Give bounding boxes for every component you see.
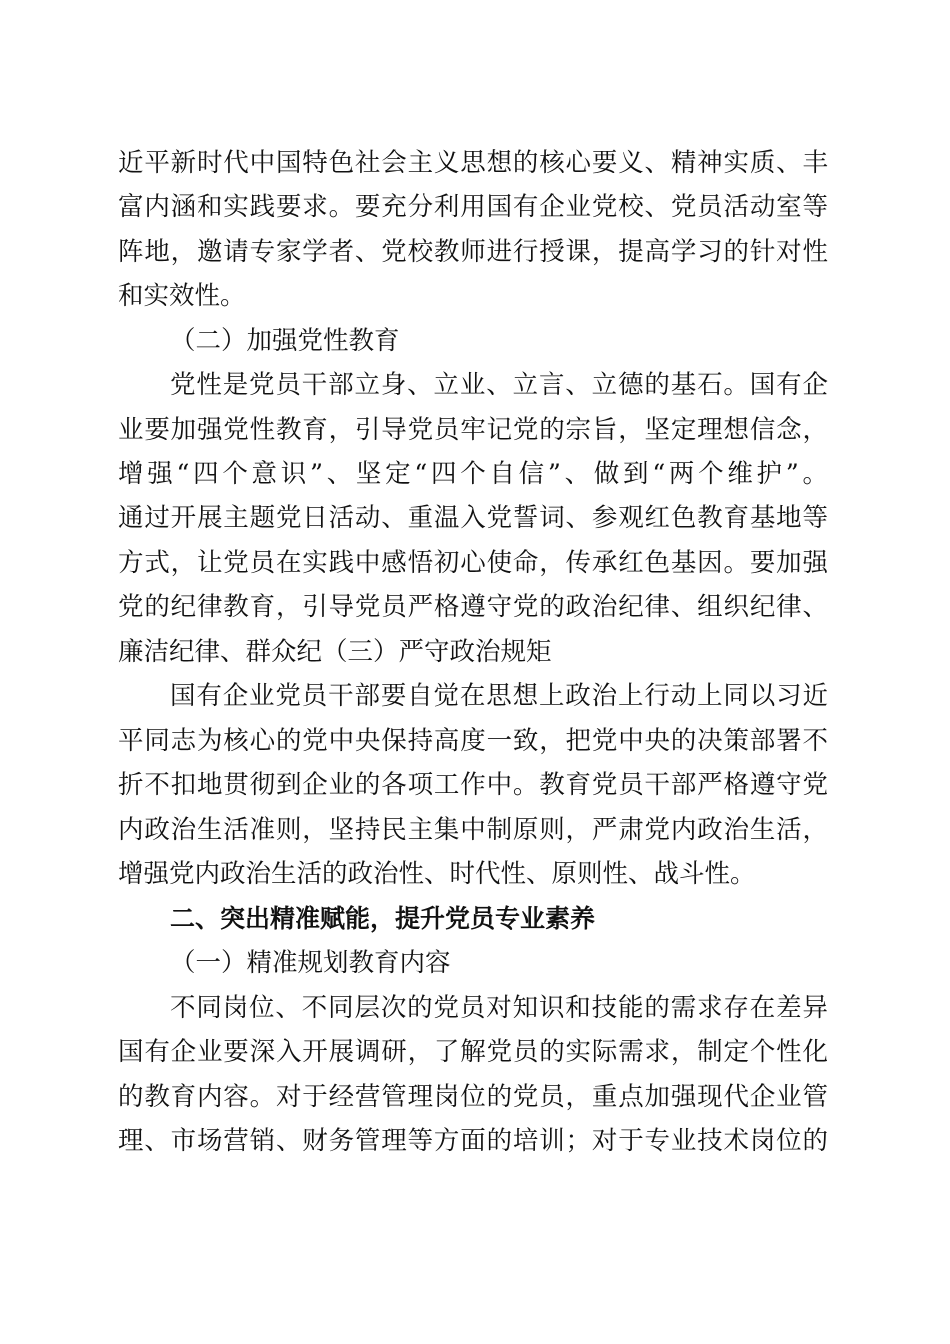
body-line-13: 平同志为核心的党中央保持高度一致，把党中央的决策部署不 (118, 726, 828, 756)
body-line-17: 不同岗位、不同层次的党员对知识和技能的需求存在差异 (170, 993, 828, 1023)
body-line-8: 通过开展主题党日活动、重温入党誓词、参观红色教育基地等 (118, 503, 828, 533)
section-heading-1-2: 二、突出精准赋能，提升党员专业素养 (170, 904, 596, 933)
body-line-14: 折不扣地贯彻到企业的各项工作中。教育党员干部严格遵守党 (118, 770, 828, 800)
body-line-6: 业要加强党性教育，引导党员牢记党的宗旨，坚定理想信念， (118, 415, 828, 445)
body-line-18: 国有企业要深入开展调研，了解党员的实际需求，制定个性化 (118, 1037, 828, 1067)
body-line-19: 的教育内容。对于经营管理岗位的党员，重点加强现代企业管 (118, 1082, 828, 1112)
body-line-12: 国有企业党员干部要自觉在思想上政治上行动上同以习近 (170, 681, 828, 711)
body-line-3: 阵地，邀请专家学者、党校教师进行授课，提高学习的针对性 (118, 237, 828, 267)
section-heading-2-2: （二）加强党性教育 (170, 326, 400, 356)
body-line-4: 和实效性。 (118, 281, 246, 311)
body-line-20: 理、市场营销、财务管理等方面的培训；对于专业技术岗位的 (118, 1126, 828, 1156)
body-line-9: 方式，让党员在实践中感悟初心使命，传承红色基因。要加强 (118, 548, 828, 578)
body-line-16: 增强党内政治生活的政治性、时代性、原则性、战斗性。 (118, 859, 756, 889)
body-line-2: 富内涵和实践要求。要充分利用国有企业党校、党员活动室等 (118, 192, 828, 222)
body-line-15: 内政治生活准则，坚持民主集中制原则，严肃党内政治生活， (118, 815, 828, 845)
body-line-5: 党性是党员干部立身、立业、立言、立德的基石。国有企 (170, 370, 828, 400)
body-line-1: 近平新时代中国特色社会主义思想的核心要义、精神实质、丰 (118, 148, 828, 178)
body-line-7: 增强“四个意识”、坚定“四个自信”、做到“两个维护”。 (118, 459, 828, 489)
body-line-11: 廉洁纪律、群众纪（三）严守政治规矩 (118, 637, 552, 667)
section-heading-2-1: （一）精准规划教育内容 (170, 948, 451, 978)
body-line-10: 党的纪律教育，引导党员严格遵守党的政治纪律、组织纪律、 (118, 592, 828, 622)
